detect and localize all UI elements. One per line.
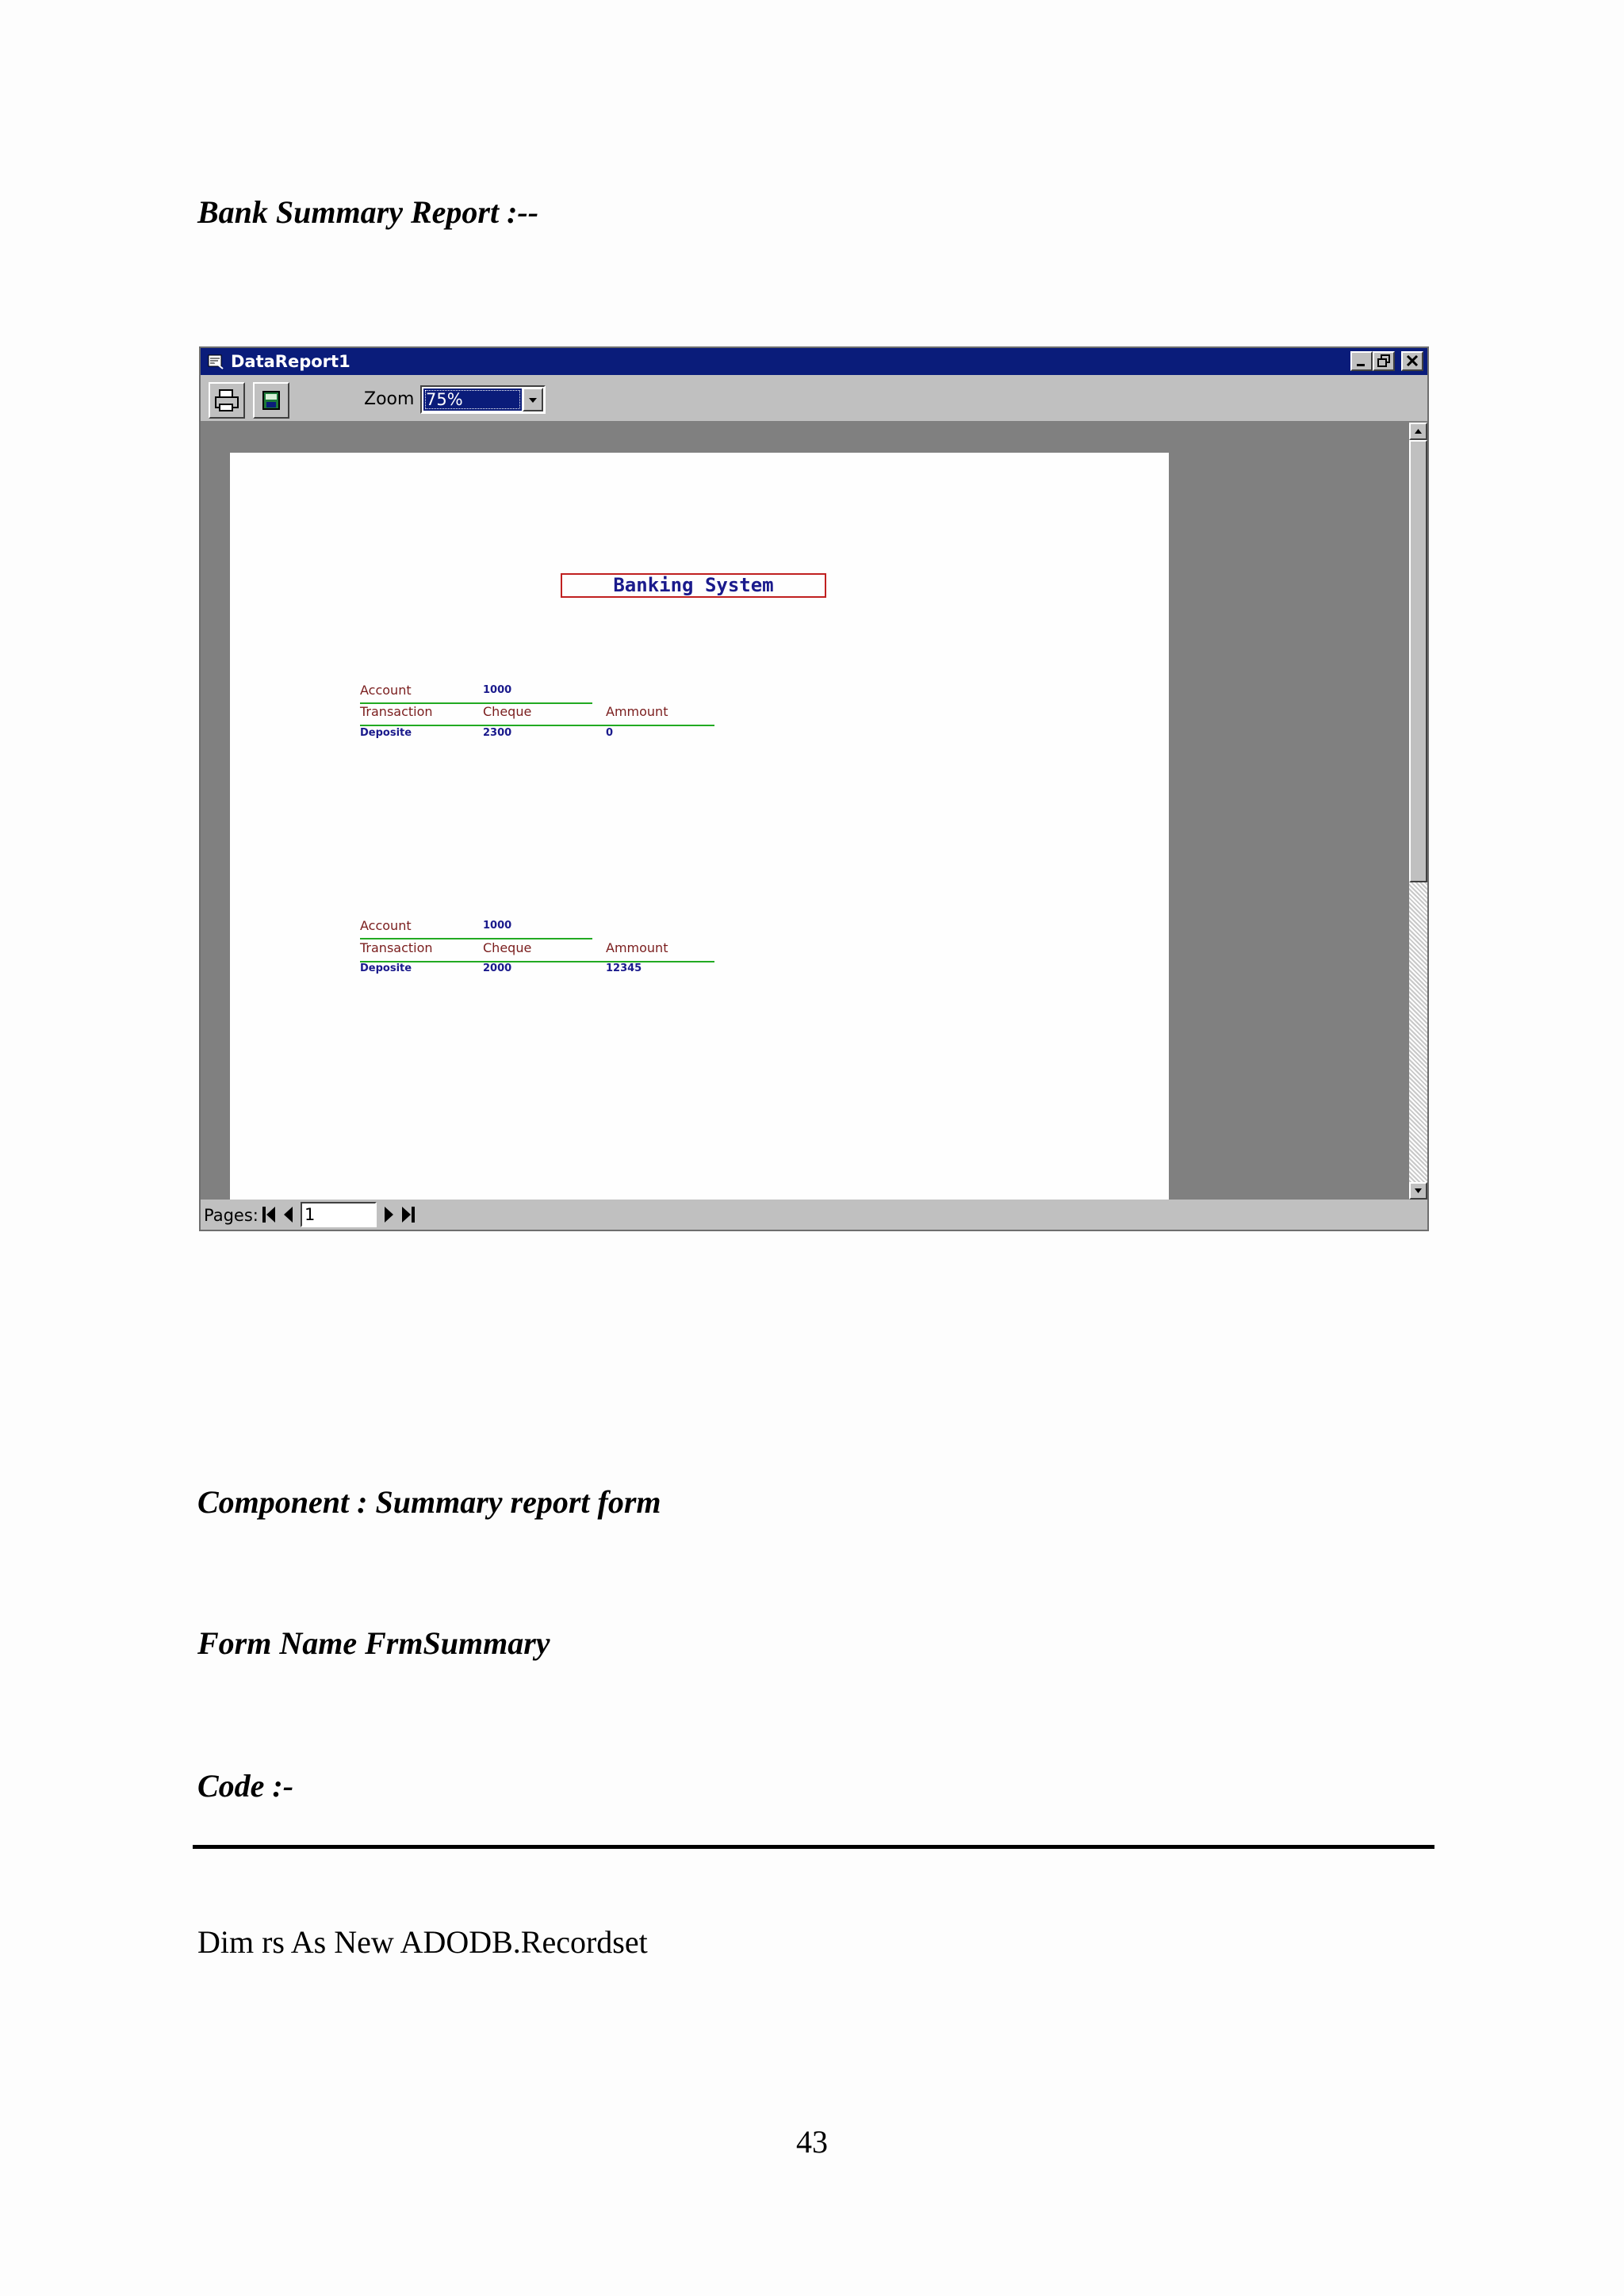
col-cheque: Cheque — [483, 940, 532, 955]
page-number: 43 — [796, 2124, 828, 2160]
close-button[interactable] — [1401, 351, 1423, 371]
scroll-down-button[interactable] — [1409, 1182, 1427, 1200]
row-cheque: 2300 — [483, 727, 512, 739]
app-icon — [207, 353, 224, 370]
row-cheque: 2000 — [483, 962, 512, 974]
window-title: DataReport1 — [231, 352, 350, 371]
dropdown-arrow-icon — [524, 389, 542, 410]
zoom-select[interactable] — [420, 385, 546, 414]
component-heading: Component : Summary report form — [197, 1484, 661, 1520]
next-page-icon[interactable] — [380, 1202, 397, 1227]
report-page — [230, 453, 1169, 1200]
print-icon — [210, 384, 243, 417]
account-value: 1000 — [483, 684, 512, 696]
scroll-up-icon — [1411, 424, 1426, 438]
row-amount: 12345 — [606, 962, 642, 974]
export-icon — [255, 384, 288, 417]
account-label: Account — [360, 918, 412, 933]
report-viewport[interactable] — [201, 423, 1409, 1200]
vertical-scrollbar[interactable] — [1409, 423, 1427, 1200]
row-transaction-type: Deposite — [360, 962, 412, 974]
col-transaction: Transaction — [360, 704, 433, 719]
export-button[interactable] — [253, 382, 289, 419]
code-heading: Code :- — [197, 1768, 294, 1804]
report-title: Banking System — [561, 573, 826, 598]
scroll-thumb[interactable] — [1409, 440, 1427, 882]
form-name-heading: Form Name FrmSummary — [197, 1625, 550, 1661]
row-amount: 0 — [606, 727, 614, 739]
print-button[interactable] — [209, 382, 245, 419]
code-line: Dim rs As New ADODB.Recordset — [197, 1924, 648, 1960]
minimize-button[interactable] — [1350, 351, 1373, 371]
zoom-label: Zoom — [364, 389, 415, 409]
scroll-up-button[interactable] — [1409, 423, 1427, 440]
restore-button[interactable] — [1373, 351, 1395, 371]
minimize-icon — [1352, 353, 1371, 369]
divider-line — [360, 961, 714, 962]
toolbar — [201, 375, 1427, 423]
page-number-input[interactable]: 1 — [301, 1202, 377, 1227]
first-page-icon[interactable] — [261, 1202, 278, 1227]
col-amount: Ammount — [606, 940, 668, 955]
title-bar[interactable] — [201, 348, 1427, 375]
zoom-value: 75% — [423, 388, 522, 411]
scroll-down-icon — [1411, 1184, 1426, 1198]
close-icon — [1403, 353, 1422, 369]
previous-page-icon[interactable] — [280, 1202, 297, 1227]
divider-line — [360, 725, 714, 726]
last-page-icon[interactable] — [399, 1202, 416, 1227]
code-divider — [193, 1845, 1434, 1849]
divider-line — [360, 938, 592, 939]
col-transaction: Transaction — [360, 940, 433, 955]
row-transaction-type: Deposite — [360, 727, 412, 739]
pages-label: Pages: — [204, 1206, 259, 1225]
data-report-window — [199, 346, 1429, 1231]
account-label: Account — [360, 683, 412, 698]
col-amount: Ammount — [606, 704, 668, 719]
page-navigation-bar — [201, 1200, 1427, 1230]
zoom-dropdown-button[interactable] — [523, 388, 543, 411]
restore-icon — [1374, 353, 1393, 369]
report-heading: Bank Summary Report :-- — [197, 194, 539, 230]
account-value: 1000 — [483, 920, 512, 932]
col-cheque: Cheque — [483, 704, 532, 719]
